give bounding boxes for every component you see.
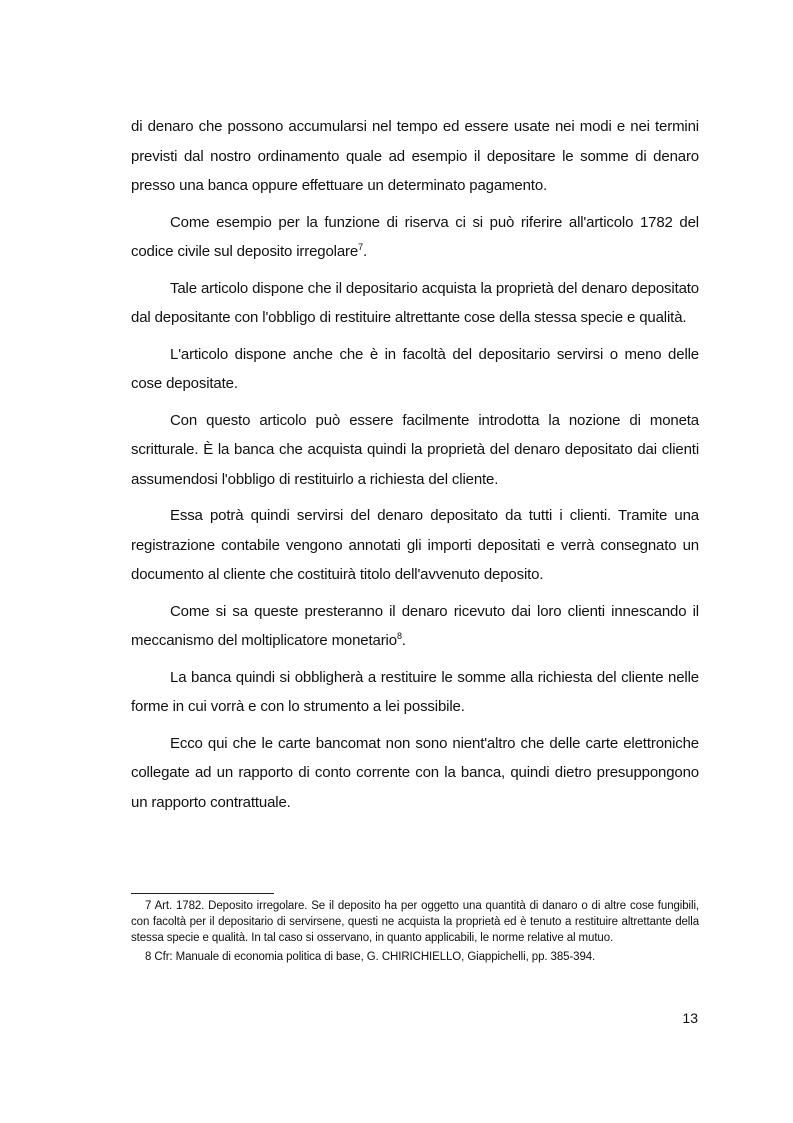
footnote-8: 8 Cfr: Manuale di economia politica di base, G. CHIRICHIELLO, Giappichelli, pp. 385-394. [145, 951, 596, 963]
paragraph-2-end: . [362, 243, 367, 260]
paragraph-7-end: . [401, 632, 406, 649]
footnote-ref-7[interactable]: 7 [358, 242, 363, 252]
paragraph-6: Essa potrà quindi servirsi del denaro depositato da tutti i clienti. Tramite una registrazione contabile vengono annotati gli importi depositati e verrà consegnato un documento al cliente che costituirà titolo dell'avvenuto deposito. [131, 507, 699, 583]
paragraph-1: di denaro che possono accumularsi nel tempo ed essere usate nei modi e nei termini previsti dal nostro ordinamento quale ad esempio il depositare le somme di denaro presso una banca oppure effettuare un determinato pagamento. [131, 118, 699, 194]
paragraph-8: La banca quindi si obbligherà a restituire le somme alla richiesta del cliente nelle forme in cui vorrà e con lo strumento a lei possibile. [131, 668, 699, 715]
paragraph-7-text: Come si sa queste presteranno il denaro ricevuto dai loro clienti innescando il meccanismo del moltiplicatore monetario [131, 602, 699, 649]
paragraph-2-text: Come esempio per la funzione di riserva ci si può riferire all'articolo 1782 del codice civile sul deposito irregolare [131, 213, 699, 260]
footnote-7: 7 Art. 1782. Deposito irregolare. Se il deposito ha per oggetto una quantità di danaro o di altre cose fungibili, con facoltà per il depositario di servirsene, questi ne acquista la proprietà ed è tenuto a restituire altrettante della stessa specie e qualità. In tal caso si osservano, in quanto applicabili, le norme relative al mutuo. [131, 900, 699, 944]
footnotes [131, 898, 699, 968]
footnote-ref-8[interactable]: 8 [396, 631, 402, 641]
paragraph-5: Con questo articolo può essere facilmente introdotta la nozione di moneta scritturale. È la banca che acquista quindi la proprietà del denaro depositato dai clienti assumendosi l'obbligo di restituirlo a richiesta del cliente. [131, 411, 699, 488]
page-number: 13 [682, 1010, 698, 1026]
body-text [131, 112, 699, 824]
paragraph-4: L'articolo dispone anche che è in facoltà del depositario servirsi o meno delle cose depositate. [131, 345, 699, 392]
paragraph-2 [131, 208, 699, 267]
paragraph-3: Tale articolo dispone che il depositario acquista la proprietà del denaro depositato dal depositante con l'obbligo di restituire altrettante cose della stessa specie e qualità. [131, 279, 699, 326]
paragraph-7 [131, 597, 699, 656]
paragraph-9: Ecco qui che le carte bancomat non sono nient'altro che delle carte elettroniche collegate ad un rapporto di conto corrente con la banca, quindi dietro presuppongono un rapporto contrattuale. [131, 734, 699, 811]
footnote-divider [131, 893, 274, 894]
